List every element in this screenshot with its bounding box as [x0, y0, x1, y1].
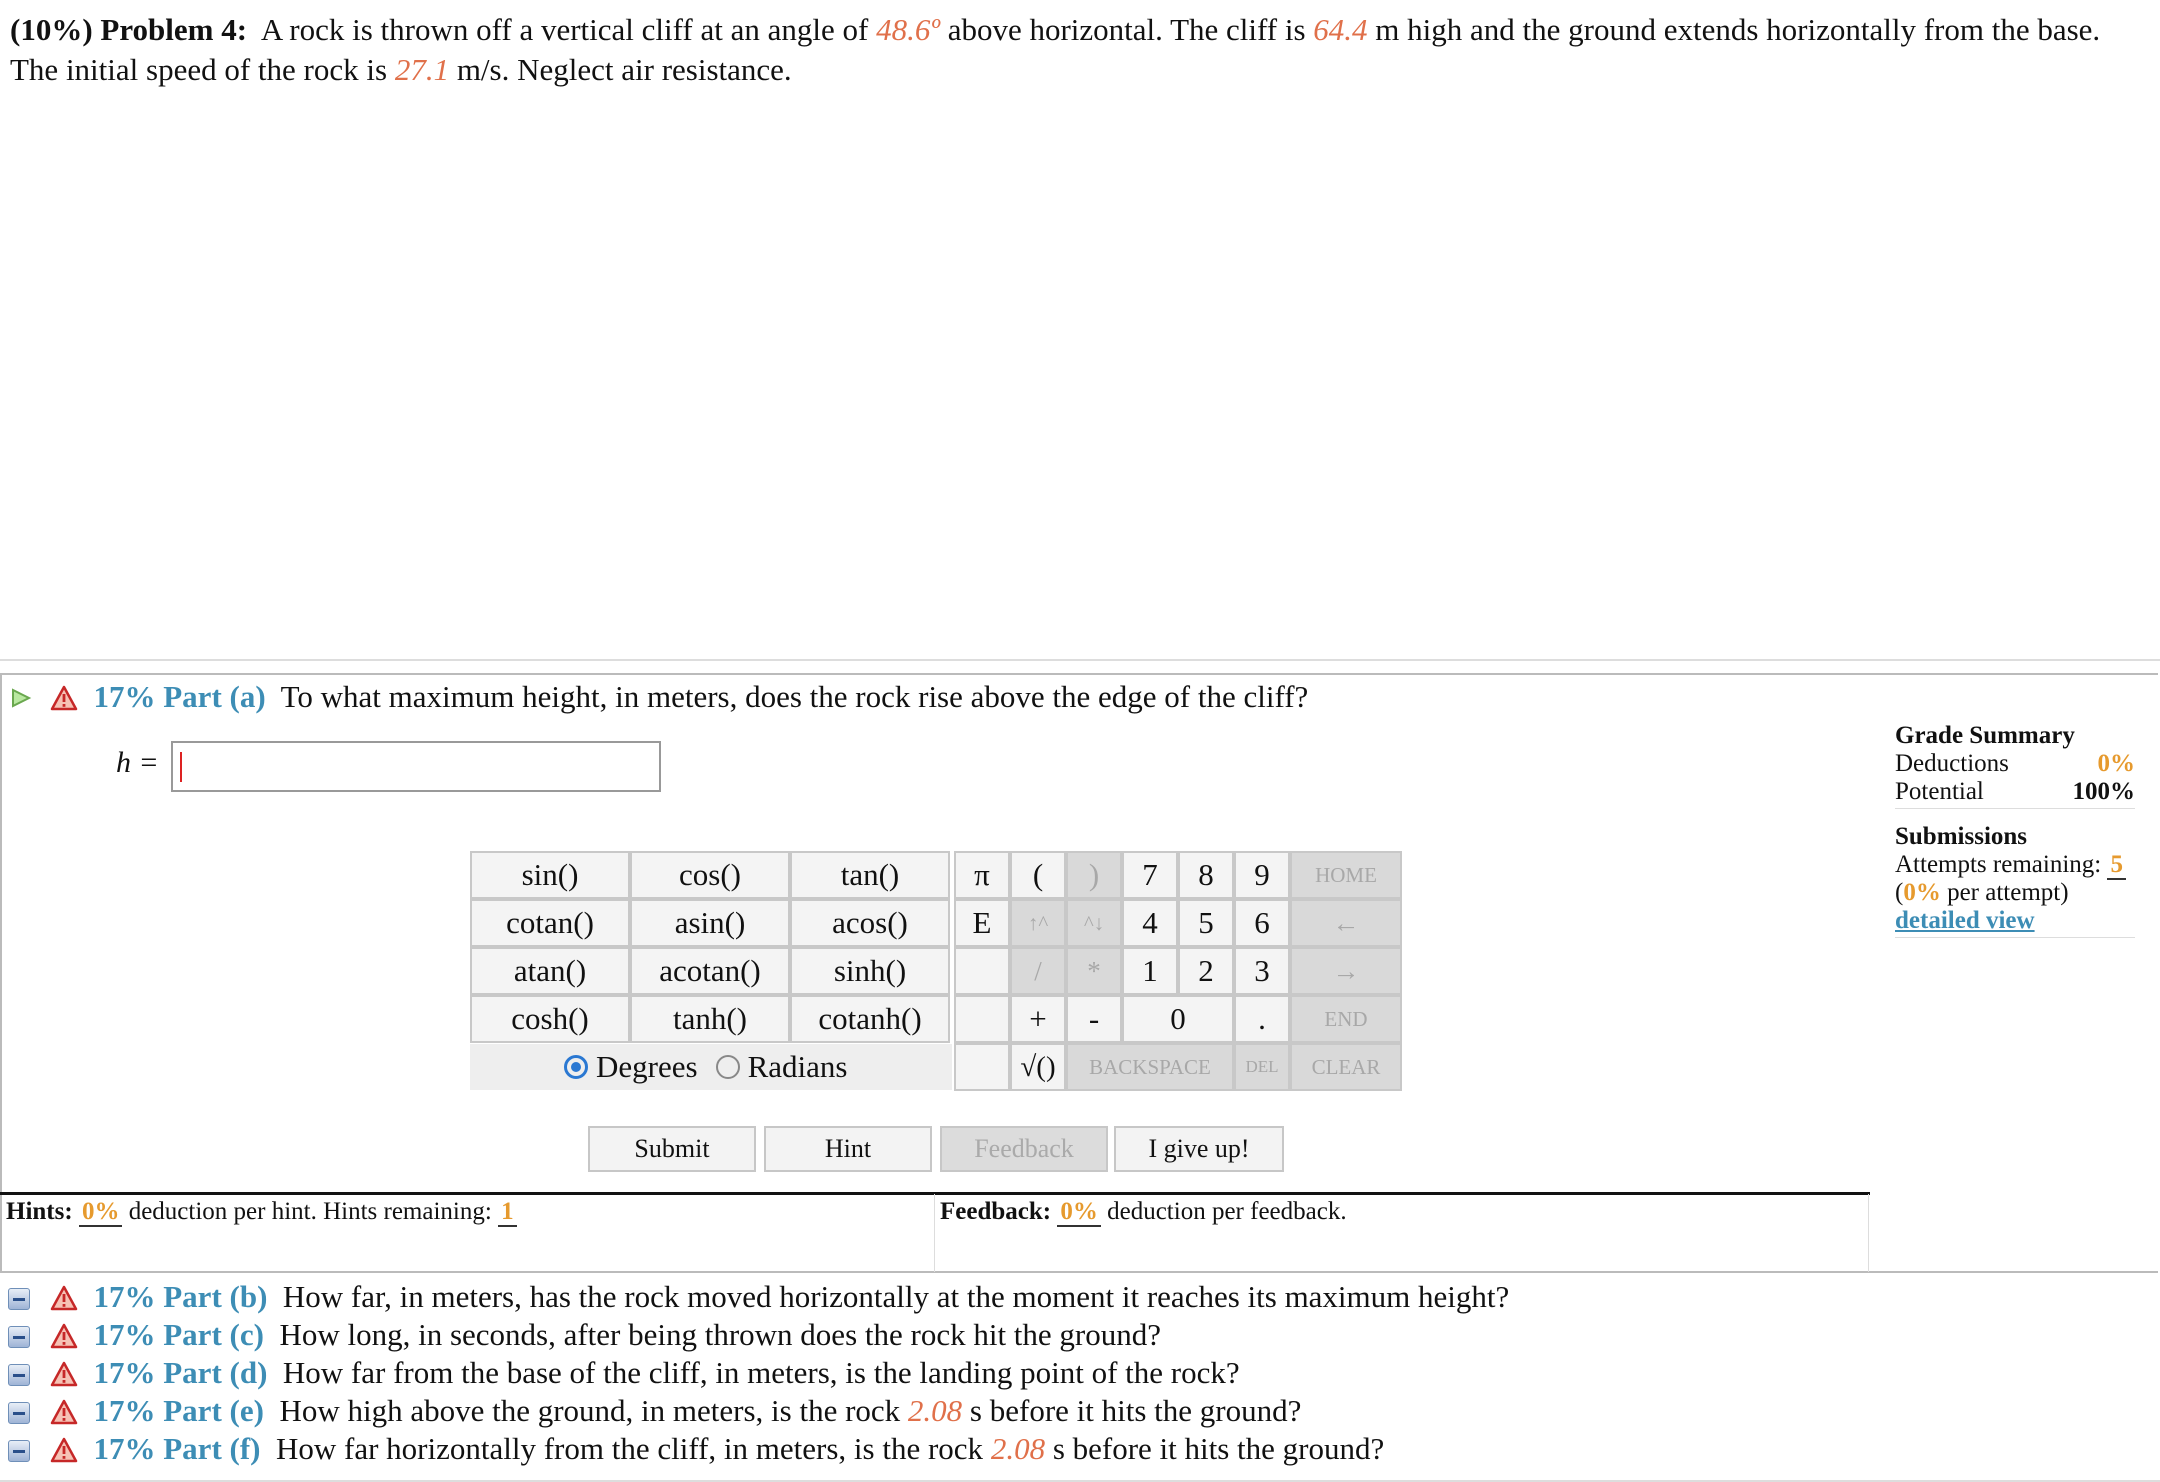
- key-sinh[interactable]: sinh(): [790, 947, 950, 995]
- key-sin[interactable]: sin(): [470, 851, 630, 899]
- part-a-question: To what maximum height, in meters, does the rock rise above the edge of the cliff?: [280, 679, 1309, 714]
- problem-text: A rock is thrown off a vertical cliff at an angle of: [260, 12, 869, 47]
- potential-label: Potential: [1895, 778, 1984, 805]
- key-cursor-right[interactable]: →: [1290, 947, 1402, 995]
- feedback-text: deduction per feedback.: [1107, 1198, 1347, 1225]
- key-4[interactable]: 4: [1122, 899, 1178, 947]
- give-up-button[interactable]: I give up!: [1114, 1126, 1284, 1172]
- part-percent: 17%: [93, 1279, 156, 1314]
- feedback-deduction: 0%: [1057, 1198, 1101, 1227]
- time-value: 2.08: [990, 1431, 1046, 1466]
- warning-icon: [50, 1323, 78, 1349]
- part-label: Part (c): [163, 1317, 264, 1352]
- per-attempt-text: per attempt): [1947, 879, 2069, 906]
- warning-icon: [50, 1399, 78, 1425]
- key-plus[interactable]: +: [1010, 995, 1066, 1043]
- answer-variable-label: h =: [116, 746, 159, 779]
- key-blank: [954, 947, 1010, 995]
- part-question: s before it hits the ground?: [969, 1393, 1302, 1428]
- key-tan[interactable]: tan(): [790, 851, 950, 899]
- key-cursor-left[interactable]: ←: [1290, 899, 1402, 947]
- problem-text: m high and the ground extends horizontally from the base. The initial speed of the rock is: [10, 12, 2101, 87]
- problem-weight: (10%): [10, 12, 93, 47]
- part-question: s before it hits the ground?: [1052, 1431, 1385, 1466]
- warning-icon: [50, 1285, 78, 1311]
- key-blank: [954, 1043, 1010, 1091]
- key-5[interactable]: 5: [1178, 899, 1234, 947]
- key-minus[interactable]: -: [1066, 995, 1122, 1043]
- part-percent: 17%: [93, 1355, 156, 1390]
- warning-icon: [50, 685, 78, 711]
- deductions-label: Deductions: [1895, 750, 2009, 777]
- part-b-header[interactable]: [8, 1278, 1509, 1316]
- part-percent: 17%: [93, 1393, 156, 1428]
- radians-label[interactable]: Radians: [747, 1049, 848, 1084]
- height-value: 64.4: [1313, 12, 1368, 47]
- key-end[interactable]: END: [1290, 995, 1402, 1043]
- feedback-label: Feedback:: [940, 1198, 1052, 1225]
- key-cotanh[interactable]: cotanh(): [790, 995, 950, 1043]
- divider: [0, 659, 2160, 661]
- hints-label: Hints:: [6, 1198, 73, 1225]
- submissions-title: Submissions: [1895, 823, 2028, 850]
- hints-text: deduction per hint. Hints remaining:: [128, 1198, 492, 1225]
- key-2[interactable]: 2: [1178, 947, 1234, 995]
- speed-value: 27.1: [394, 52, 450, 87]
- text-caret: [180, 752, 182, 782]
- part-label: Part (e): [163, 1393, 264, 1428]
- time-value: 2.08: [907, 1393, 963, 1428]
- grade-summary-title: Grade Summary: [1895, 722, 2075, 749]
- problem-title: Problem 4:: [100, 12, 248, 47]
- grade-summary: Grade Summary Deductions 0% Potential 100% Submissions Attempts remaining: 5 (0% per attempt) detailed view: [1895, 722, 2135, 952]
- key-multiply[interactable]: *: [1066, 947, 1122, 995]
- attempts-label: Attempts remaining:: [1895, 851, 2102, 878]
- hint-button[interactable]: Hint: [764, 1126, 932, 1172]
- key-3[interactable]: 3: [1234, 947, 1290, 995]
- key-atan[interactable]: atan(): [470, 947, 630, 995]
- key-decimal[interactable]: .: [1234, 995, 1290, 1043]
- angle-value: 48.6: [876, 12, 931, 47]
- deductions-value: 0%: [2097, 750, 2135, 777]
- problem-statement: (10%) Problem 4: A rock is thrown off a vertical cliff at an angle of 48.6º above horizontal. The cliff is 64.4 m high and the ground extends horizontally from the base. The initial speed of the rock is 27.1 m/s. Neglect air resistance.: [10, 12, 2101, 87]
- degrees-label[interactable]: Degrees: [596, 1049, 698, 1084]
- key-8[interactable]: 8: [1178, 851, 1234, 899]
- part-question: How high above the ground, in meters, is the rock: [279, 1393, 901, 1428]
- key-7[interactable]: 7: [1122, 851, 1178, 899]
- key-acos[interactable]: acos(): [790, 899, 950, 947]
- key-cosh[interactable]: cosh(): [470, 995, 630, 1043]
- warning-icon: [50, 1437, 78, 1463]
- feedback-info: [940, 1196, 1347, 1228]
- part-label: Part (b): [163, 1279, 268, 1314]
- part-label: Part (f): [163, 1431, 261, 1466]
- problem-text: m/s. Neglect air resistance.: [456, 52, 792, 87]
- hints-info: [6, 1196, 517, 1228]
- part-percent: 17%: [93, 1431, 156, 1466]
- key-acotan[interactable]: acotan(): [630, 947, 790, 995]
- key-cos[interactable]: cos(): [630, 851, 790, 899]
- divider: [1868, 1194, 1869, 1272]
- key-left-paren[interactable]: (: [1010, 851, 1066, 899]
- part-percent: 17%: [93, 1317, 156, 1352]
- key-asin[interactable]: asin(): [630, 899, 790, 947]
- part-question: How long, in seconds, after being thrown does the rock hit the ground?: [279, 1317, 1162, 1352]
- key-superscript-up[interactable]: ↑^: [1010, 899, 1066, 947]
- degrees-radio[interactable]: [564, 1055, 588, 1079]
- expand-part-icon[interactable]: [8, 1288, 30, 1310]
- key-e[interactable]: E: [954, 899, 1010, 947]
- expand-triangle-icon[interactable]: [10, 687, 32, 709]
- part-a-header[interactable]: [10, 678, 1308, 716]
- key-0[interactable]: 0: [1122, 995, 1234, 1043]
- divider: [934, 1194, 935, 1272]
- expand-part-icon[interactable]: [8, 1402, 30, 1424]
- part-question: How far from the base of the cliff, in meters, is the landing point of the rock?: [282, 1355, 1240, 1390]
- attempts-remaining: 5: [2107, 851, 2126, 880]
- hint-deduction: 0%: [79, 1198, 123, 1227]
- part-f-header[interactable]: [8, 1430, 1384, 1468]
- angle-mode-selector: [470, 1044, 952, 1090]
- submit-button[interactable]: Submit: [588, 1126, 756, 1172]
- feedback-button[interactable]: Feedback: [940, 1126, 1108, 1172]
- key-9[interactable]: 9: [1234, 851, 1290, 899]
- key-superscript-down[interactable]: ^↓: [1066, 899, 1122, 947]
- part-question: How far, in meters, has the rock moved horizontally at the moment it reaches its maximum height?: [282, 1279, 1510, 1314]
- expand-part-icon[interactable]: [8, 1326, 30, 1348]
- answer-input[interactable]: [171, 741, 661, 792]
- key-6[interactable]: 6: [1234, 899, 1290, 947]
- key-backspace[interactable]: BACKSPACE: [1066, 1043, 1234, 1091]
- part-question: How far horizontally from the cliff, in meters, is the rock: [276, 1431, 984, 1466]
- key-del[interactable]: DEL: [1234, 1043, 1290, 1091]
- part-c-header[interactable]: [8, 1316, 1161, 1354]
- problem-text: above horizontal. The cliff is: [947, 12, 1306, 47]
- key-blank: [954, 995, 1010, 1043]
- warning-icon: [50, 1361, 78, 1387]
- part-a-label: Part (a): [163, 679, 266, 714]
- per-attempt-deduction: 0%: [1903, 879, 1941, 906]
- key-clear[interactable]: CLEAR: [1290, 1043, 1402, 1091]
- key-sqrt[interactable]: √(): [1010, 1043, 1066, 1091]
- key-pi[interactable]: π: [954, 851, 1010, 899]
- detailed-view-link[interactable]: detailed view: [1895, 907, 2035, 934]
- key-cotan[interactable]: cotan(): [470, 899, 630, 947]
- hints-remaining: 1: [498, 1198, 517, 1227]
- key-tanh[interactable]: tanh(): [630, 995, 790, 1043]
- part-label: Part (d): [163, 1355, 268, 1390]
- radians-radio[interactable]: [716, 1055, 740, 1079]
- part-a-percent: 17%: [93, 679, 156, 714]
- key-1[interactable]: 1: [1122, 947, 1178, 995]
- expand-part-icon[interactable]: [8, 1440, 30, 1462]
- key-divide[interactable]: /: [1010, 947, 1066, 995]
- divider: [0, 1192, 1870, 1195]
- potential-value: 100%: [2072, 778, 2135, 805]
- part-d-header[interactable]: [8, 1354, 1240, 1392]
- expand-part-icon[interactable]: [8, 1364, 30, 1386]
- part-e-header[interactable]: [8, 1392, 1301, 1430]
- key-home[interactable]: HOME: [1290, 851, 1402, 899]
- key-right-paren[interactable]: ): [1066, 851, 1122, 899]
